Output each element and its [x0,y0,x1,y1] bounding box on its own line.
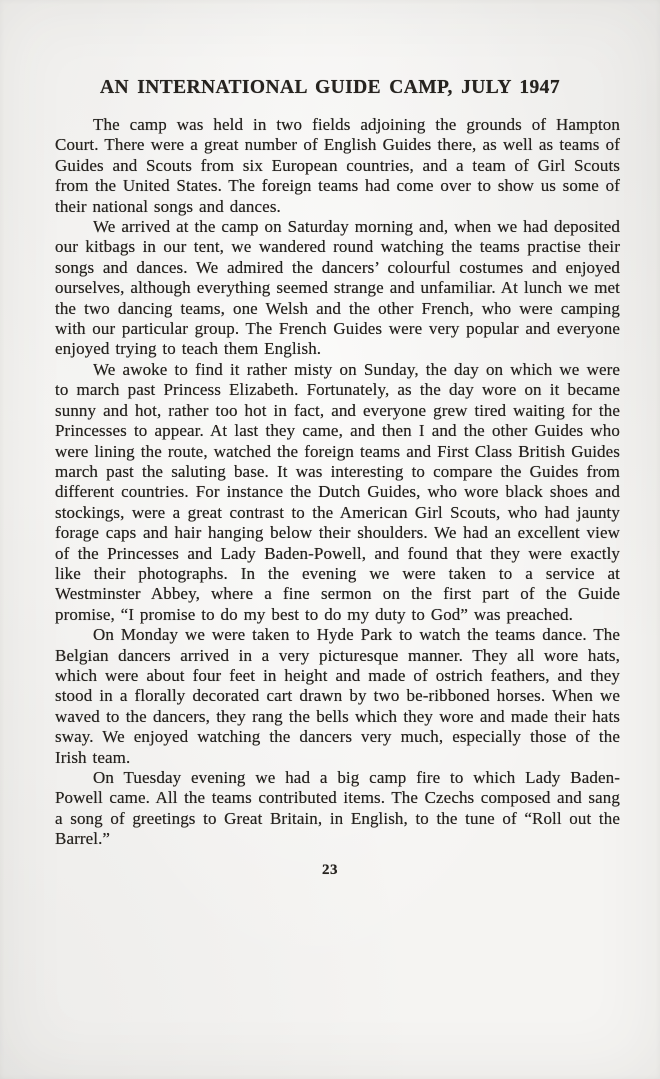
paragraph-sunday-march: We awoke to find it rather misty on Sunday, the day on which we were to march past Princess Elizabeth. Fortunately, as the day wore on it became sunny and hot, rather too hot in fact, and everyone grew tired waiting for the Princesses to appear. At last they came, and then I and the other Guides who were lining the route, watched the foreign teams and First Class British Guides march past the saluting base. It was interesting to compare the Guides from different countries. For instance the Dutch Guides, who wore black shoes and stockings, were a great contrast to the American Girl Scouts, who had jaunty forage caps and hair hanging below their shoulders. We had an excellent view of the Princesses and Lady Baden-Powell, and found that they were exactly like their photographs. In the evening we were taken to a service at Westminster Abbey, where a fine sermon on the first part of the Guide promise, “I promise to do my best to do my duty to God” was preached. [55,359,620,624]
page-number: 23 [322,861,338,878]
paragraph-saturday-arrival: We arrived at the camp on Saturday morning and, when we had deposited our kitbags in our tent, we wandered round watching the teams practise their songs and dances. We admired the dancers’ colourful costumes and enjoyed ourselves, although everything seemed strange and unfamiliar. At lunch we met the two dancing teams, one Welsh and the other French, who were camping with our particular group. The French Guides were very popular and everyone enjoyed trying to teach them English. [55,217,620,359]
article-body [0,115,660,850]
paragraph-tuesday-campfire: On Tuesday evening we had a big camp fire to which Lady Baden-Powell came. All the teams contributed items. The Czechs composed and sang a song of greetings to Great Britain, in English, to the tune of “Roll out the Barrel.” [55,768,620,849]
article-title: AN INTERNATIONAL GUIDE CAMP, JULY 1947 [100,77,560,98]
paragraph-monday-hyde-park: On Monday we were taken to Hyde Park to watch the teams dance. The Belgian dancers arrived in a very picturesque manner. They all wore hats, which were about four feet in height and made of ostrich feathers, and they stood in a florally decorated cart drawn by two be-ribboned horses. When we waved to the dancers, they rang the bells which they wore and made their hats sway. We enjoyed watching the dancers very much, especially those of the Irish team. [55,625,620,767]
paragraph-camp-location: The camp was held in two fields adjoining the grounds of Hampton Court. There were a great number of English Guides there, as well as teams of Guides and Scouts from six European countries, and a team of Girl Scouts from the United States. The foreign teams had come over to show us some of their national songs and dances. [55,115,620,216]
